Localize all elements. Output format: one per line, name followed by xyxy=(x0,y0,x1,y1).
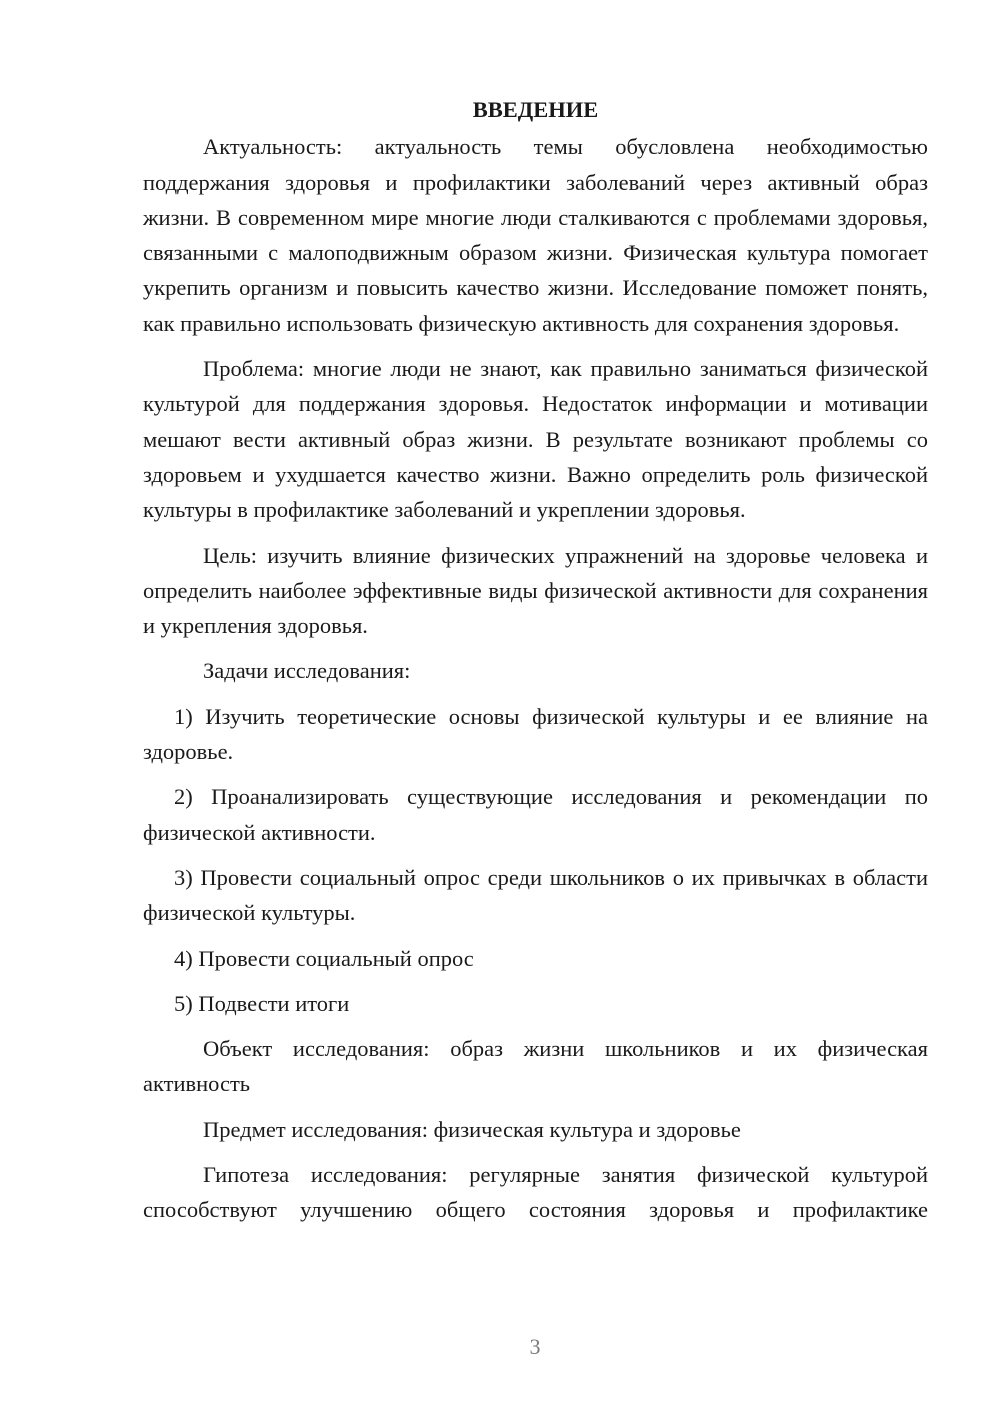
goal-paragraph: Цель: изучить влияние физических упражнений на здоровье человека и определить наиболее эффективные виды физической активности для сохранения и укрепления здоровья. xyxy=(143,542,928,639)
relevance-paragraph: Актуальность: актуальность темы обусловлена необходимостью поддержания здоровья и профилактики заболеваний через активный образ жизни. В современном мире многие люди сталкиваются с проблемами здоровья, связанными с малоподвижным образом жизни. Физическая культура помогает укрепить организм и повысить качество жизни. Исследование поможет понять, как правильно использовать физическую активность для сохранения здоровья. xyxy=(143,134,928,336)
task-item-2: 2) Проанализировать существующие исследования и рекомендации по физической активности. xyxy=(143,784,928,845)
object-paragraph: Объект исследования: образ жизни школьников и их физическая активность xyxy=(143,1036,928,1097)
task-item-3: 3) Провести социальный опрос среди школьников о их привычках в области физической культуры. xyxy=(143,864,928,926)
task-item-4: 4) Провести социальный опрос xyxy=(174,945,474,971)
page-number: 3 xyxy=(529,1334,541,1359)
task-item-1: 1) Изучить теоретические основы физической культуры и ее влияние на здоровье. xyxy=(143,703,928,765)
problem-paragraph: Проблема: многие люди не знают, как правильно заниматься физической культурой для поддержания здоровья. Недостаток информации и мотивации мешают вести активный образ жизни. В результате возникают проблемы со здоровьем и ухудшается качество жизни. Важно определить роль физической культуры в профилактике заболеваний и укреплении здоровья. xyxy=(143,356,928,523)
tasks-heading: Задачи исследования: xyxy=(203,658,411,684)
subject-paragraph: Предмет исследования: физическая культура и здоровье xyxy=(203,1116,741,1142)
document-page xyxy=(143,92,928,1238)
section-title: ВВЕДЕНИЕ xyxy=(472,97,599,122)
hypothesis-paragraph: Гипотеза исследования: регулярные занятия физической культурой способствуют улучшению общего состояния здоровья и профилактике xyxy=(143,1162,928,1223)
task-item-5: 5) Подвести итоги xyxy=(174,990,350,1016)
